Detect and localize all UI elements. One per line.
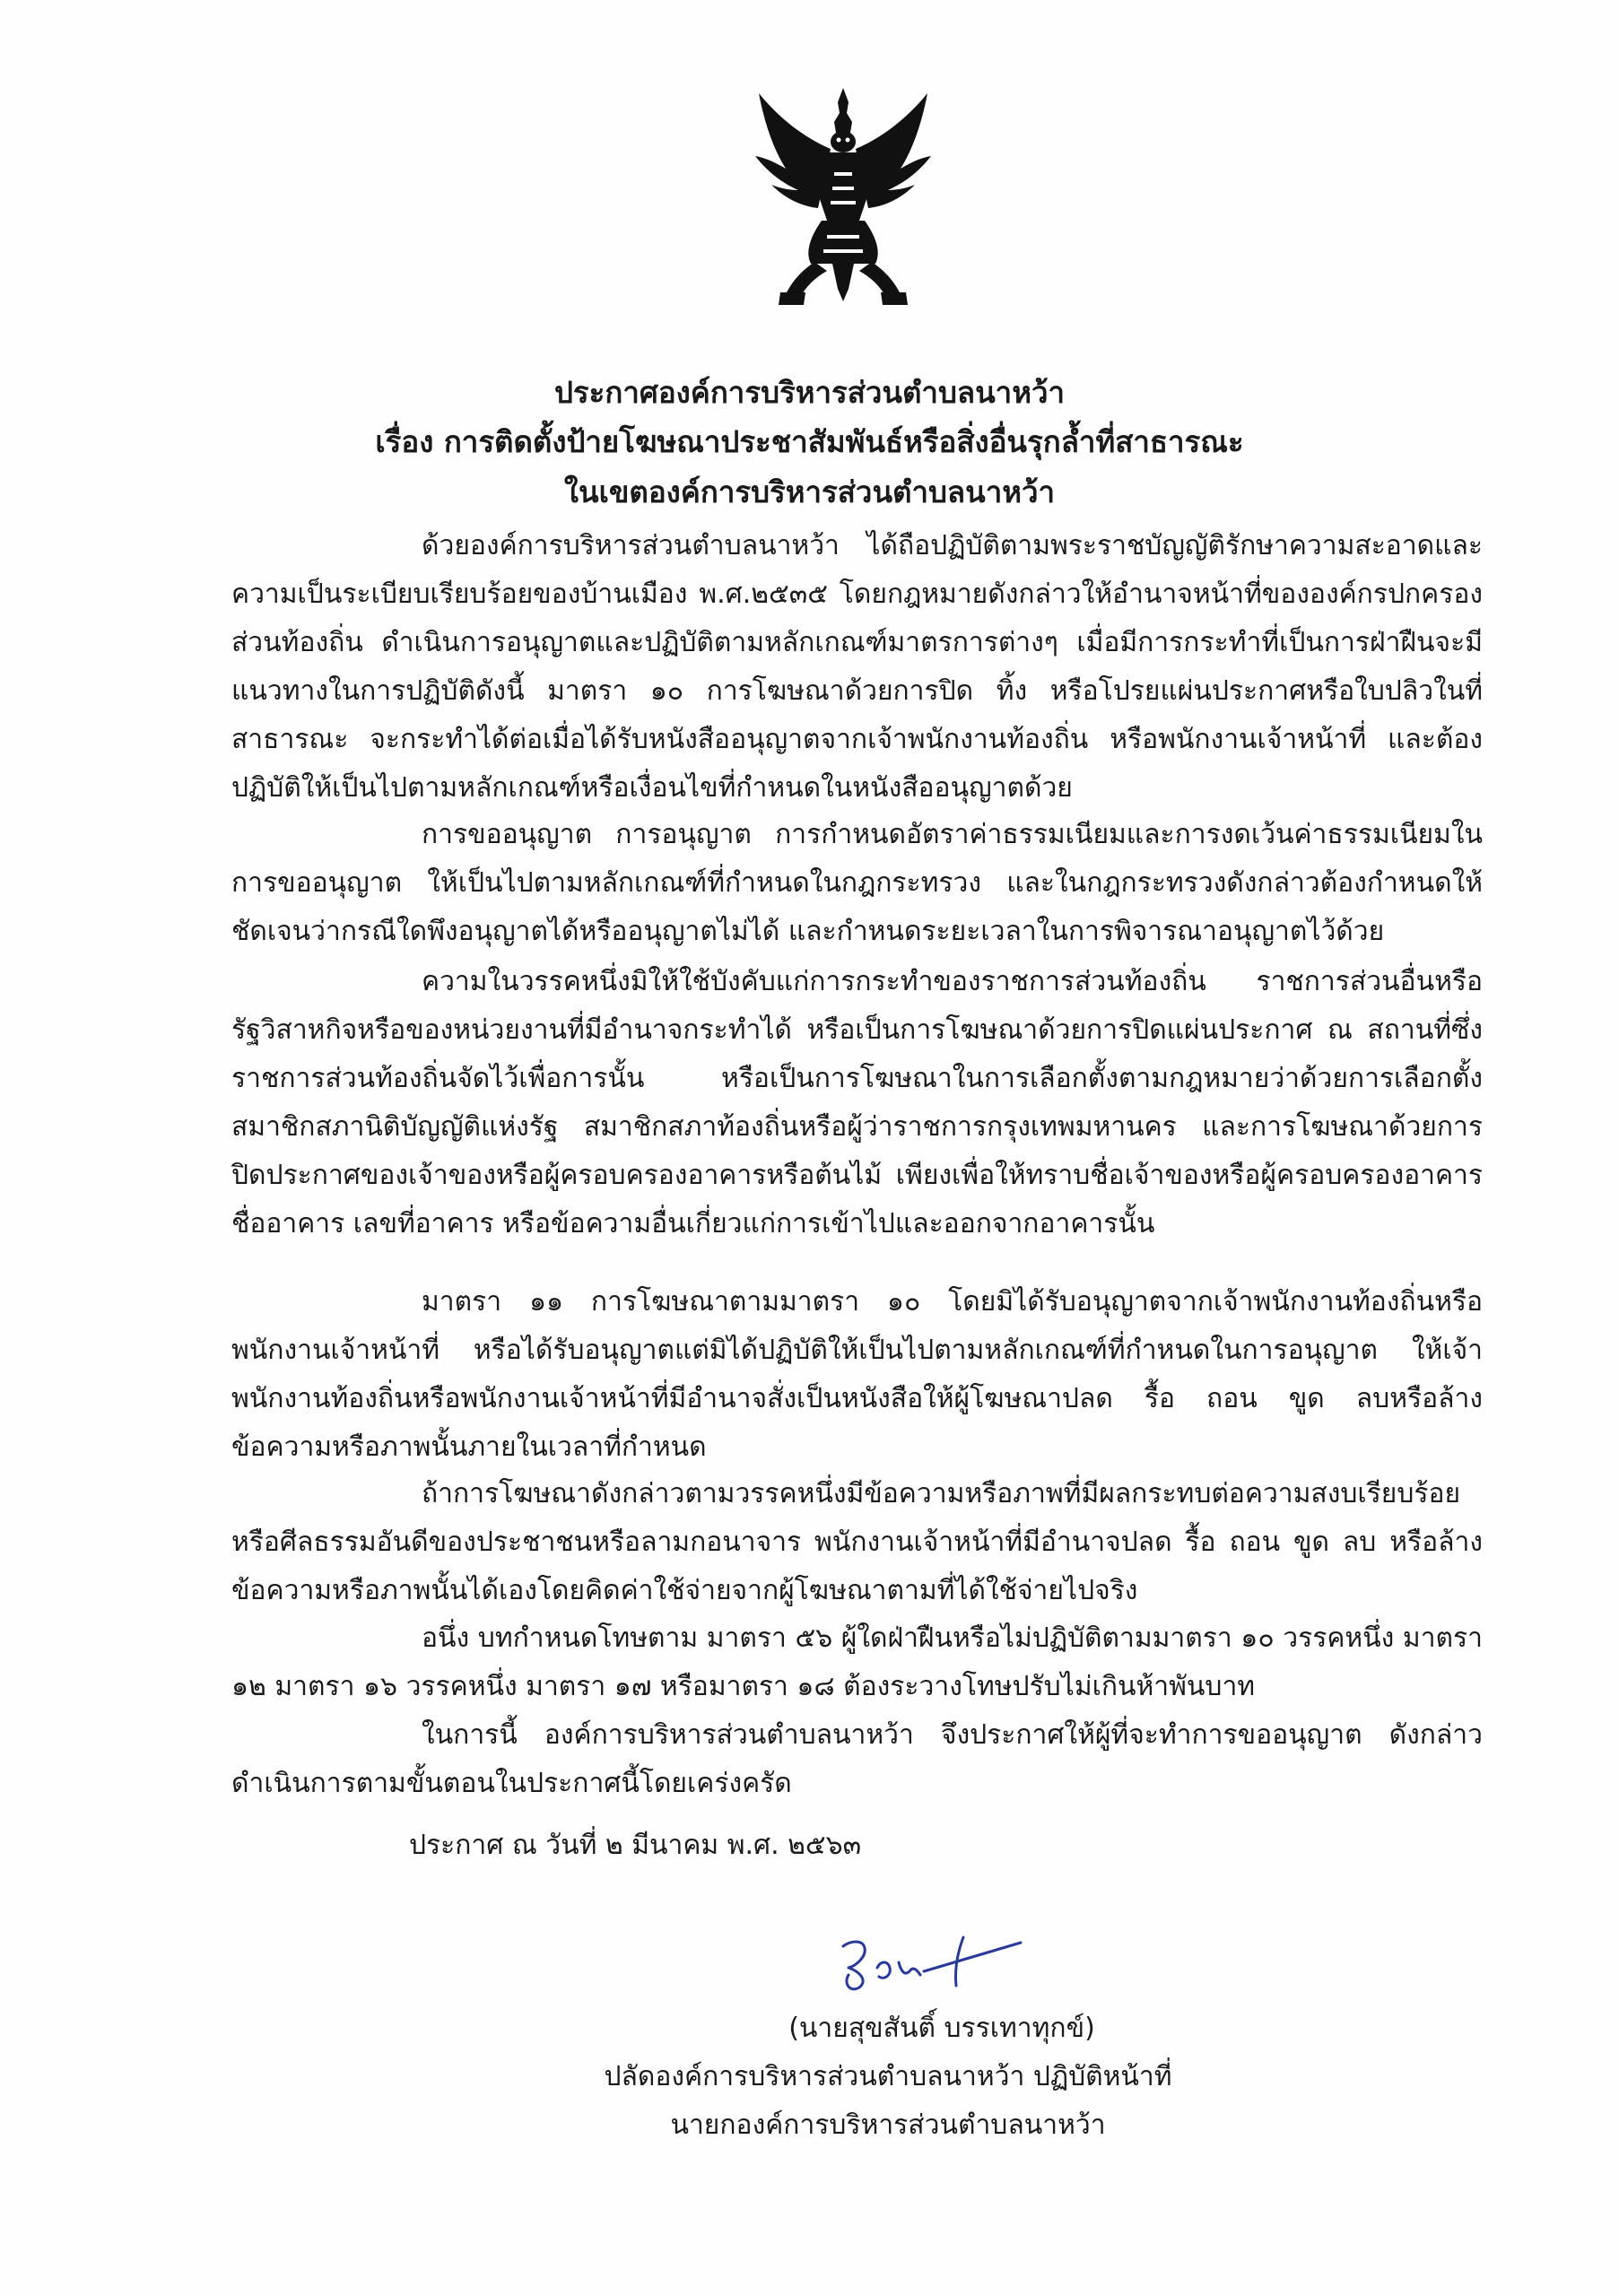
signer-name: (นายสุขสันติ์ บรรเทาทุกข์) [788, 2013, 1095, 2044]
body-paragraph: ในการนี้ องค์การบริหารส่วนตำบลนาหว้า จึงประกาศให้ผู้ที่จะทำการขออนุญาต ดังกล่าวดำเนินการตามขั้นตอนในประกาศนี้โดยเคร่งครัด [231, 1719, 1483, 1799]
signer-position: ปลัดองค์การบริหารส่วนตำบลนาหว้า ปฏิบัติหน้าที่ [604, 2061, 1172, 2092]
announcement-scope: ในเขตองค์การบริหารส่วนตำบลนาหว้า [563, 474, 1056, 509]
signer-acting-position: นายกองค์การบริหารส่วนตำบลนาหว้า [670, 2109, 1106, 2141]
announcement-subject: เรื่อง การติดตั้งป้ายโฆษณาประชาสัมพันธ์หรือสิ่งอื่นรุกล้ำที่สาธารณะ [375, 424, 1244, 459]
announcement-date: ประกาศ ณ วันที่ ๒ มีนาคม พ.ศ. ๒๕๖๓ [409, 1830, 862, 1861]
body-paragraph: ความในวรรคหนึ่งมิให้ใช้บังคับแก่การกระทำของราชการส่วนท้องถิ่น ราชการส่วนอื่นหรือรัฐวิสาหกิจหรือของหน่วยงานที่มีอำนาจกระทำได้ หรือเป็นการโฆษณาด้วยการปิดแผ่นประกาศ ณ สถานที่ซึ่งราชการส่วนท้องถิ่นจัดไว้เพื่อการนั้น หรือเป็นการโฆษณาในการเลือกตั้งตามกฎหมายว่าด้วยการเลือกตั้งสมาชิกสภานิติบัญญัติแห่งรัฐ สมาชิกสภาท้องถิ่นหรือผู้ว่าราชการกรุงเทพมหานคร และการโฆษณาด้วยการปิดประกาศของเจ้าของหรือผู้ครอบครองอาคารหรือต้นไม้ เพียงเพื่อให้ทราบชื่อเจ้าของหรือผู้ครอบครองอาคาร ชื่ออาคาร เลขที่อาคาร หรือข้อความอื่นเกี่ยวแก่การเข้าไปและออกจากอาคารนั้น [231, 966, 1483, 1239]
body-paragraph: ด้วยองค์การบริหารส่วนตำบลนาหว้า ได้ถือปฏิบัติตามพระราชบัญญัติรักษาความสะอาดและความเป็นระเบียบเรียบร้อยของบ้านเมือง พ.ศ.๒๕๓๕ โดยกฎหมายดังกล่าวให้อำนาจหน้าที่ขององค์กรปกครองส่วนท้องถิ่น ดำเนินการอนุญาตและปฏิบัติตามหลักเกณฑ์มาตรการต่างๆ เมื่อมีการกระทำที่เป็นการฝ่าฝืนจะมีแนวทางในการปฏิบัติดังนี้ มาตรา ๑๐ การโฆษณาด้วยการปิด ทิ้ง หรือโปรยแผ่นประกาศหรือใบปลิวในที่สาธารณะ จะกระทำได้ต่อเมื่อได้รับหนังสืออนุญาตจากเจ้าพนักงานท้องถิ่น หรือพนักงานเจ้าหน้าที่ และต้องปฏิบัติให้เป็นไปตามหลักเกณฑ์หรือเงื่อนไขที่กำหนดในหนังสืออนุญาตด้วย [231, 530, 1483, 804]
body-paragraph: อนึ่ง บทกำหนดโทษตาม มาตรา ๕๖ ผู้ใดฝ่าฝืนหรือไม่ปฏิบัติตามมาตรา ๑๐ วรรคหนึ่ง มาตรา ๑๒ มาตรา ๑๖ วรรคหนึ่ง มาตรา ๑๗ หรือมาตรา ๑๘ ต้องระวางโทษปรับไม่เกินห้าพันบาท [231, 1622, 1483, 1702]
body-paragraph: การขออนุญาต การอนุญาต การกำหนดอัตราค่าธรรมเนียมและการงดเว้นค่าธรรมเนียมในการขออนุญาต ให้เป็นไปตามหลักเกณฑ์ที่กำหนดในกฎกระทรวง และในกฎกระทรวงดังกล่าวต้องกำหนดให้ชัดเจนว่ากรณีใดพึงอนุญาตได้หรืออนุญาตไม่ได้ และกำหนดระยะเวลาในการพิจารณาอนุญาตไว้ด้วย [231, 819, 1483, 947]
body-paragraph: ถ้าการโฆษณาดังกล่าวตามวรรคหนึ่งมีข้อความหรือภาพที่มีผลกระทบต่อความสงบเรียบร้อยหรือศีลธรรมอันดีของประชาชนหรือลามกอนาจาร พนักงานเจ้าหน้าที่มีอำนาจปลด รื้อ ถอน ขูด ลบ หรือล้างข้อความหรือภาพนั้นได้เองโดยคิดค่าใช้จ่ายจากผู้โฆษณาตามที่ได้ใช้จ่ายไปจริง [231, 1478, 1483, 1606]
handwritten-signature-icon [823, 1928, 1030, 2000]
body-paragraph: มาตรา ๑๑ การโฆษณาตามมาตรา ๑๐ โดยมิได้รับอนุญาตจากเจ้าพนักงานท้องถิ่นหรือพนักงานเจ้าหน้าที่ หรือได้รับอนุญาตแต่มิได้ปฏิบัติให้เป็นไปตามหลักเกณฑ์ที่กำหนดในการอนุญาต ให้เจ้าพนักงานท้องถิ่นหรือพนักงานเจ้าหน้าที่มีอำนาจสั่งเป็นหนังสือให้ผู้โฆษณาปลด รื้อ ถอน ขูด ลบหรือล้างข้อความหรือภาพนั้นภายในเวลาที่กำหนด [231, 1286, 1483, 1463]
announcement-title: ประกาศองค์การบริหารส่วนตำบลนาหว้า [553, 375, 1066, 410]
garuda-emblem-icon [746, 86, 940, 307]
